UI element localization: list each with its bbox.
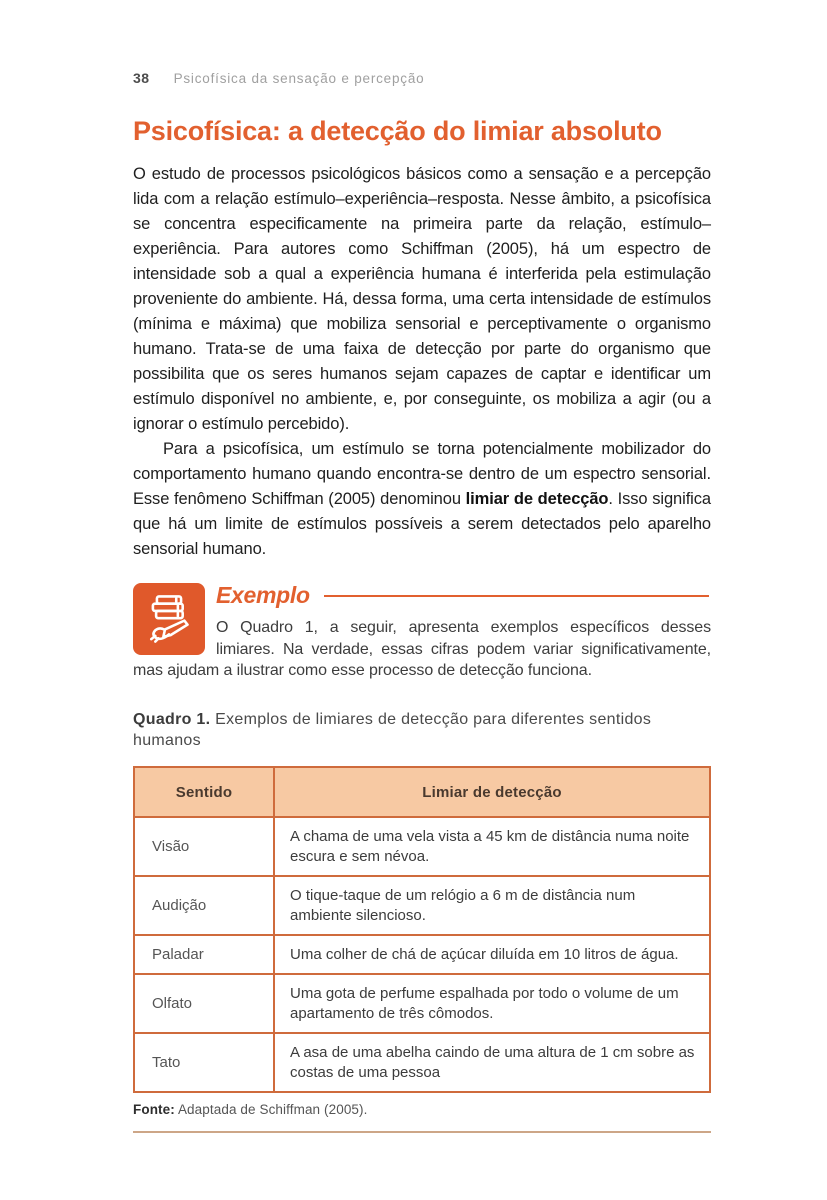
paragraph-2-bold-term: limiar de detecção: [465, 490, 609, 508]
page-title: Psicofísica: a detecção do limiar absoluto: [133, 116, 662, 146]
detection-threshold-table: [133, 766, 711, 1093]
table-caption-text: Exemplos de limiares de detecção para diferentes sentidos humanos: [133, 710, 652, 749]
example-callout: [133, 581, 711, 682]
paragraph-2: [133, 437, 711, 562]
threshold-cell: A chama de uma vela vista a 45 km de distância numa noite escura e sem névoa.: [274, 817, 710, 876]
example-divider-line: [324, 595, 709, 597]
sense-cell: Audição: [134, 876, 274, 935]
table-row: [134, 1033, 710, 1092]
table-source-text: Adaptada de Schiffman (2005).: [177, 1101, 368, 1117]
sense-cell: Olfato: [134, 974, 274, 1033]
paragraph-1: O estudo de processos psicológicos básicos como a sensação e a percepção lida com a relação estímulo–experiência–resposta. Nesse âmbito, a psicofísica se concentra especificamente na primeira parte da relação, estímulo–experiência. Para autores como Schiffman (2005), há um espectro de intensidade sob a qual a experiência humana é interferida pela estimulação proveniente do ambiente. Há, dessa forma, uma certa intensidade de estímulos (mínima e máxima) que mobiliza sensorial e perceptivamente o organismo humano. Trata-se de uma faixa de detecção por parte do organismo que possibilita que os seres humanos sejam capazes de captar e identificar um estímulo disponível no ambiente, e, por conseguinte, os mobiliza a agir (ou a ignorar o estímulo percebido).: [133, 165, 711, 433]
table-caption: [133, 709, 711, 751]
table-row: [134, 974, 710, 1033]
running-head: Psicofísica da sensação e percepção: [173, 71, 425, 86]
page-number: 38: [133, 70, 150, 86]
table-row: [134, 876, 710, 935]
paragraph-2-text-end: . Isso significa que há um limite de estímulos possíveis a serem detectados pelo aparelho sensorial humano.: [133, 490, 711, 558]
table-source: [133, 1102, 711, 1117]
threshold-cell: A asa de uma abelha caindo de uma altura de 1 cm sobre as costas de uma pessoa: [274, 1033, 710, 1092]
paragraph-2-text: Para a psicofísica, um estímulo se torna potencialmente mobilizador do comportamento humano quando encontra-se dentro de um espectro sensorial. Esse fenômeno Schiffman (2005) denominou: [133, 440, 711, 508]
column-header-threshold: Limiar de detecção: [274, 767, 710, 817]
sense-cell: Tato: [134, 1033, 274, 1092]
sense-cell: Visão: [134, 817, 274, 876]
table-caption-label: Quadro 1.: [133, 710, 211, 728]
table-header-row: [134, 767, 710, 817]
table-row: [134, 817, 710, 876]
example-heading: Exemplo: [216, 582, 310, 608]
table-source-label: Fonte:: [133, 1101, 175, 1117]
books-and-pencil-icon: [133, 583, 205, 655]
example-heading-row: [216, 581, 711, 609]
column-header-sense: Sentido: [134, 767, 274, 817]
page-header: [133, 70, 711, 86]
example-text: O Quadro 1, a seguir, apresenta exemplos específicos desses limiares. Na verdade, essas cifras podem variar significativamente, mas ajudam a ilustrar como esse processo de detecção funciona.: [133, 619, 711, 679]
threshold-cell: O tique-taque de um relógio a 6 m de distância num ambiente silencioso.: [274, 876, 710, 935]
threshold-cell: Uma gota de perfume espalhada por todo o volume de um apartamento de três cômodos.: [274, 974, 710, 1033]
threshold-cell: Uma colher de chá de açúcar diluída em 10 litros de água.: [274, 935, 710, 974]
table-row: [134, 935, 710, 974]
sense-cell: Paladar: [134, 935, 274, 974]
book-page: [133, 0, 711, 1133]
page-bottom-divider: [133, 1131, 711, 1133]
